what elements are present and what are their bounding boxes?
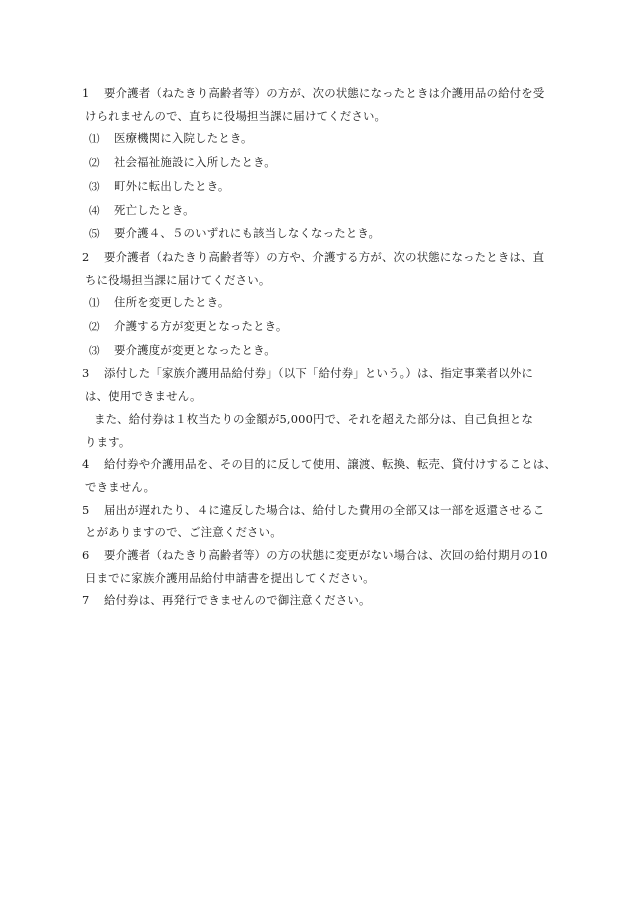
- sub-item-number: ⑴: [89, 297, 100, 310]
- sub-item: [82, 222, 562, 246]
- item-first-line: [82, 499, 562, 522]
- sub-item-text: 医療機関に入院したとき。: [114, 131, 253, 146]
- item-text-line: けられませんので、直ちに役場担当課に届けてください。: [85, 108, 387, 123]
- sub-item: [82, 291, 562, 315]
- notice-item-2: [82, 246, 562, 363]
- sub-item-number: ⑵: [89, 157, 100, 170]
- sub-item-text: 死亡したとき。: [114, 202, 195, 217]
- sub-item-number: ⑵: [89, 321, 100, 334]
- item-text-line: 要介護者（ねたきり高齢者等）の方の状態に変更がない場合は、次回の給付期月の10: [104, 548, 548, 563]
- item-text-line: とがありますので、ご注意ください。: [85, 525, 282, 540]
- notice-item-1: [82, 82, 562, 246]
- item-number: 3: [82, 366, 90, 381]
- notice-item-6: [82, 544, 562, 589]
- sub-item-number: ⑷: [89, 204, 100, 217]
- notice-list: [82, 82, 562, 612]
- item-text-line: 日までに家族介護用品給付申請書を提出してください。: [85, 570, 375, 585]
- item-text-line: 要介護者（ねたきり高齢者等）の方が、次の状態になったときは介護用品の給付を受: [104, 86, 545, 100]
- notice-item-5: [82, 499, 562, 544]
- sub-item: [82, 315, 562, 339]
- item-number: 1: [82, 86, 90, 100]
- sub-item-text: 町外に転出したとき。: [114, 178, 230, 193]
- item-text-line: 給付券や介護用品を、その目的に反して使用、譲渡、転換、転売、貸付けすることは、: [104, 457, 557, 472]
- item-number: 4: [82, 457, 90, 472]
- item-text-line: ちに役場担当課に届けてください。: [85, 272, 271, 287]
- item-number: 7: [82, 593, 90, 608]
- sub-item-number: ⑶: [89, 344, 100, 357]
- sub-item-text: 介護する方が変更となったとき。: [114, 319, 288, 334]
- item-number: 2: [82, 249, 90, 264]
- sub-item: [82, 127, 562, 151]
- sub-item: [82, 339, 562, 363]
- sub-item-text: 住所を変更したとき。: [114, 295, 230, 310]
- sub-item-number: ⑴: [89, 133, 100, 146]
- notice-item-3: [82, 362, 562, 453]
- sub-item: [82, 175, 562, 199]
- notice-item-7: [82, 589, 562, 612]
- sub-item-text: 社会福祉施設に入所したとき。: [114, 155, 276, 170]
- item-number: 5: [82, 502, 90, 517]
- item-first-line: [82, 453, 562, 476]
- item-first-line: [82, 589, 562, 612]
- item-first-line: [82, 362, 562, 385]
- item-text-line: は、使用できません。: [85, 389, 202, 404]
- sub-item: [82, 151, 562, 175]
- item-text-line: 届出が遅れたり、４に違反した場合は、給付した費用の全部又は一部を返還させるこ: [104, 502, 545, 517]
- sub-item-text: 要介護４、５のいずれにも該当しなくなったとき。: [114, 226, 381, 241]
- item-paragraph-line: また、給付券は１枚当たりの金額が5,000円で、それを超えた部分は、自己負担とな: [94, 411, 534, 426]
- item-text-line: 要介護者（ねたきり高齢者等）の方や、介護する方が、次の状態になったときは、直: [104, 249, 545, 264]
- item-first-line: [82, 544, 562, 567]
- sub-item-number: ⑶: [89, 180, 100, 193]
- item-text-line: 給付券は、再発行できませんので御注意ください。: [104, 593, 371, 608]
- sub-item-number: ⑸: [89, 228, 100, 241]
- item-first-line: [82, 82, 562, 105]
- sub-item: [82, 199, 562, 223]
- item-paragraph-line: ります。: [85, 434, 131, 449]
- item-first-line: [82, 246, 562, 269]
- item-number: 6: [82, 548, 90, 563]
- item-text-line: できません。: [85, 479, 156, 494]
- item-text-line: 添付した「家族介護用品給付券」（以下「給付券」という。）は、指定事業者以外に: [104, 366, 534, 381]
- notice-item-4: [82, 453, 562, 498]
- sub-item-text: 要介護度が変更となったとき。: [114, 342, 276, 357]
